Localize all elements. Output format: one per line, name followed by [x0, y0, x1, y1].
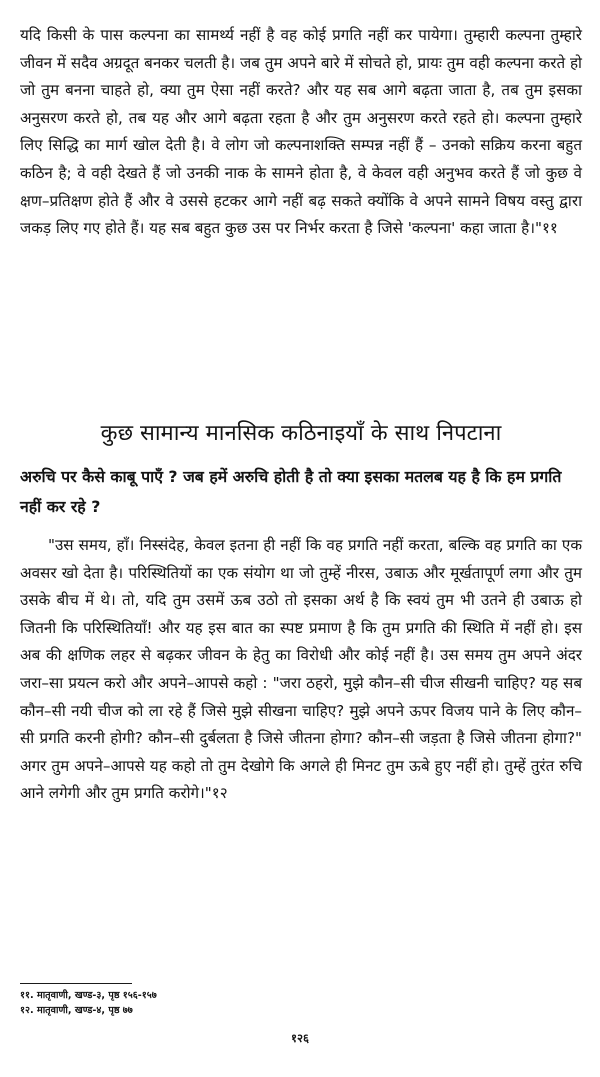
page-number: १२६: [291, 1031, 309, 1045]
footnote-divider: [20, 983, 132, 984]
section-heading: कुछ सामान्य मानसिक कठिनाइयाँ के साथ निपटाना: [100, 421, 502, 446]
footnotes: [20, 988, 420, 1018]
body-paragraph-imagination: यदि किसी के पास कल्पना का सामर्थ्य नहीं है वह कोई प्रगति नहीं कर पायेगा। तुम्हारी कल्पना तुम्हारे जीवन में सदैव अग्रदूत बनकर चलती है। जब तुम अपने बारे में सोचते हो, प्रायः तुम वही कल्पना करते हो जो तुम बनना चाहते हो, क्या तुम ऐसा नहीं करते? और यह सब आगे बढ़ता जाता है, तब तुम इसका अनुसरण करते हो, तब यह और आगे बढ़ता रहता है और तुम अनुसरण करते रहते हो। कल्पना तुम्हारे लिए सिद्धि का मार्ग खोल देती है। वे लोग जो कल्पनाशक्ति सम्पन्न नहीं हैं – उनको सक्रिय करना बहुत कठिन है; वे वही देखते हैं जो उनकी नाक के सामने होता है, वे केवल वही अनुभव करते हैं जो कुछ वे क्षण–प्रतिक्षण होते हैं और वे उससे हटकर आगे नहीं बढ़ सकते क्योंकि वे अपने सामने विषय वस्तु द्वारा जकड़ लिए गए होते हैं। यह सब बहुत कुछ उस पर निर्भर करता है जिसे 'कल्पना' कहा जाता है।"११: [20, 26, 582, 238]
question-text: अरुचि पर कैसे काबू पाएँ ? जब हमें अरुचि होती है तो क्या इसका मतलब यह है कि हम प्रगति नहीं कर रहे ?: [20, 467, 562, 516]
body-paragraph-answer: "उस समय, हाँ। निस्संदेह, केवल इतना ही नहीं कि वह प्रगति नहीं करता, बल्कि वह प्रगति का एक अवसर खो देता है। परिस्थितियों का एक संयोग था जो तुम्हें नीरस, उबाऊ और मूर्खतापूर्ण लगा और तुम उसके बीच में थे। तो, यदि तुम उसमें ऊब उठो तो इसका अर्थ है कि स्वयं तुम भी उतने ही उबाऊ हो जितनी कि परिस्थितियाँ! और यह इस बात का स्पष्ट प्रमाण है कि तुम प्रगति की स्थिति में नहीं हो। इस अब की क्षणिक लहर से बढ़कर जीवन के हेतु का विरोधी और कोई नहीं है। उस समय तुम अपने अंदर जरा–सा प्रयत्न करो और अपने–आपसे कहो : "जरा ठहरो, मुझे कौन–सी चीज सीखनी चाहिए? यह सब कौन–सी नयी चीज को ला रहे हैं जिसे मुझे सीखना चाहिए? मुझे अपने ऊपर विजय पाने के लिए कौन–सी प्रगति करनी होगी? कौन–सी दुर्बलता है जिसे जीतना होगा? कौन–सी जड़ता है जिसे जीतना होगा?" अगर तुम अपने–आपसे यह कहो तो तुम देखोगे कि अगले ही मिनट तुम ऊबे हुए नहीं हो। तुम्हें तुरंत रुचि आने लगेगी और तुम प्रगति करोगे।"१२: [20, 536, 582, 803]
footnote-item: १२. मातृवाणी, खण्ड-४, पृष्ठ ७७: [20, 1005, 133, 1016]
footnote-item: ११. मातृवाणी, खण्ड-३, पृष्ठ १५६-१५७: [20, 990, 157, 1001]
